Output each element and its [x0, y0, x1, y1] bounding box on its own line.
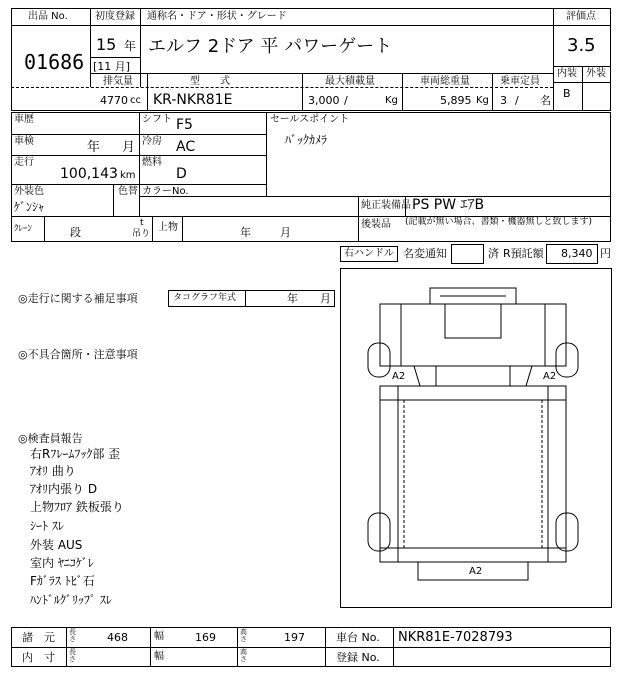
name-change-label: 名変通知 — [403, 247, 447, 260]
mileage-value: 100,143 — [60, 166, 118, 182]
fuel-value: D — [176, 166, 187, 182]
damage-mark: A2 — [392, 371, 406, 382]
max-load-label: 最大積載量 — [325, 76, 375, 87]
max-load-unit: Kg — [385, 95, 398, 106]
crane-t-unit: t — [140, 218, 144, 228]
driving-remarks-label: ◎走行に関する補足事項 — [18, 292, 138, 305]
inspector-item: ｼｰﾄ ｽﾚ — [30, 519, 64, 533]
gross-weight-value: 5,895 — [440, 94, 472, 107]
crane-stage-unit: 段 — [70, 226, 81, 239]
height-label: 高さ — [240, 628, 247, 643]
lot-number: 01686 — [24, 50, 85, 74]
max-load-sep: / — [344, 94, 348, 107]
rating-value: 3.5 — [567, 35, 596, 56]
dims-label: 諸 元 — [22, 631, 55, 644]
gross-weight-unit: Kg — [476, 95, 489, 106]
name-label: 通称名・ドア・形状・グレード — [147, 11, 287, 22]
aftermarket-note: (記載が無い場合、書類・機器無しと致します) — [405, 217, 593, 227]
lot-no-label: 出品 No. — [28, 11, 68, 22]
gross-weight-label: 車両総重量 — [420, 76, 470, 87]
sales-point-label: セールスポイント — [270, 114, 350, 125]
first-reg-label: 初度登録 — [95, 11, 135, 22]
bed-label: 上物 — [158, 222, 178, 233]
tachograph-label: タコグラフ年式 — [173, 293, 237, 303]
inspector-item: 外装 AUS — [30, 538, 83, 552]
first-reg-year-unit: 年 — [124, 39, 137, 53]
displacement-label: 排気量 — [103, 76, 133, 87]
color-change-label: 色替 — [118, 186, 138, 197]
mileage-unit: km — [120, 170, 136, 181]
inner-length-label: 長さ — [69, 648, 76, 663]
damage-mark: A2 — [543, 371, 557, 382]
bed-month-unit: 月 — [280, 226, 291, 239]
aftermarket-label: 後装品 — [361, 219, 391, 230]
inner-height-label: 高さ — [240, 648, 247, 663]
tacho-month-unit: 月 — [320, 292, 331, 305]
interior-grade: B — [563, 87, 571, 100]
inner-width-label: 幅 — [154, 651, 164, 662]
width-value: 169 — [195, 631, 216, 644]
rating-label: 評価点 — [566, 11, 596, 22]
first-reg-year: 15 — [96, 35, 117, 54]
capacity-value: 3 — [500, 94, 507, 107]
inner-dims-label: 内 寸 — [22, 651, 55, 664]
cooler-label: 冷房 — [142, 136, 162, 147]
mileage-label: 走行 — [14, 157, 34, 168]
recycle-deposit-label: R預託額 — [503, 247, 544, 260]
inspector-item: 右Rﾌﾚｰﾑﾌｯｸ部 歪 — [30, 447, 121, 461]
reg-label: 登録 No. — [336, 651, 380, 664]
inspection-month-unit: 月 — [122, 140, 136, 155]
history-label: 車歴 — [14, 114, 34, 125]
exterior-label: 外装 — [586, 68, 606, 79]
damage-mark: A2 — [469, 566, 483, 577]
shift-label: シフト — [142, 114, 172, 125]
bed-year-unit: 年 — [240, 226, 251, 239]
inspector-item: Fｶﾞﾗｽ ﾄﾋﾞ石 — [30, 574, 95, 588]
color-value: ｹﾞﾝｼｬ — [14, 200, 45, 214]
interior-label: 内装 — [557, 68, 577, 79]
displacement-value: 4770 — [100, 94, 128, 107]
color-label: 外装色 — [14, 186, 44, 197]
capacity-unit: 名 — [540, 94, 551, 107]
recycle-deposit-value: 8,340 — [561, 247, 593, 260]
inspection-year-unit: 年 — [87, 140, 101, 155]
inspection-label: 車検 — [14, 136, 34, 147]
inspector-item: 上物ﾌﾛｱ 鉄板張り — [30, 500, 124, 514]
inspector-item: ｱｵﾘ内張り D — [30, 482, 98, 496]
fuel-label: 燃料 — [142, 157, 162, 168]
max-load-value: 3,000 — [308, 94, 340, 107]
equipment-value: PS PW ｴｱB — [412, 197, 485, 213]
first-reg-month: [11 月] — [93, 60, 131, 73]
recycle-unit: 円 — [600, 247, 611, 260]
recycle-done: 済 — [488, 247, 499, 260]
sales-point-value: ﾊﾞｯｸｶﾒﾗ — [285, 133, 328, 147]
crane-lift-unit: 吊り — [132, 229, 151, 239]
displacement-unit: cc — [130, 95, 141, 106]
defects-label: ◎不具合箇所・注意事項 — [18, 348, 138, 361]
model-value: KR-NKR81E — [153, 92, 233, 108]
tacho-year-unit: 年 — [287, 292, 298, 305]
chassis-label: 車台 No. — [336, 631, 380, 644]
inspector-item: 室内 ﾔﾆｺｹﾞﾚ — [30, 556, 94, 570]
steering-value: 右ハンドル — [344, 248, 394, 259]
capacity-sep: / — [515, 94, 519, 107]
inspector-label: ◎検査員報告 — [18, 432, 83, 445]
length-label: 長さ — [69, 628, 76, 643]
car-name: エルフ 2ドア 平 パワーゲート — [148, 36, 393, 57]
length-value: 468 — [107, 631, 128, 644]
shift-value: F5 — [176, 117, 193, 133]
inspector-item: ﾊﾝﾄﾞﾙｸﾞﾘｯﾌﾟ ｽﾚ — [30, 593, 112, 607]
color-no-label: カラーNo. — [142, 186, 189, 197]
height-value: 197 — [284, 631, 305, 644]
cooler-value: AC — [176, 139, 196, 155]
model-label: 型 式 — [190, 76, 230, 87]
inspector-item: ｱｵﾘ 曲り — [30, 464, 76, 478]
chassis-value: NKR81E-7028793 — [398, 630, 513, 645]
width-label: 幅 — [154, 631, 164, 642]
capacity-label: 乗車定員 — [500, 76, 540, 87]
equipment-label: 純正装備品 — [361, 200, 411, 211]
crane-label: ｸﾚｰﾝ — [14, 224, 33, 234]
